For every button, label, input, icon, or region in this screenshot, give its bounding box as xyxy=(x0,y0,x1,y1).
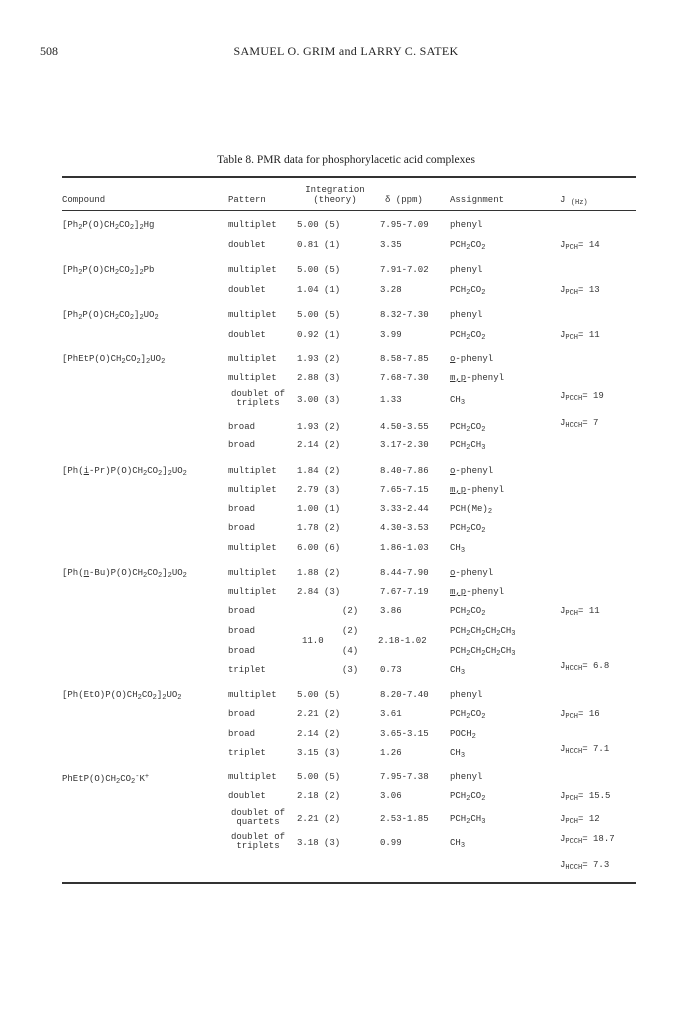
column-header-j: J $_{(Hz)}$ xyxy=(560,195,588,207)
table-header-rule xyxy=(62,210,636,211)
table-row-pattern: multiplet xyxy=(228,690,277,700)
table-row-pattern: doublet xyxy=(228,330,266,340)
table-row-delta: 7.67-7.19 xyxy=(380,587,429,597)
table-row-compound: $[Ph(i-Pr)P(O)CH_2CO_2]_2UO_2$ xyxy=(62,466,187,478)
table-row-integration: 2.79 (3) xyxy=(297,485,341,495)
table-row-assignment: $POCH_2$ xyxy=(450,729,476,741)
table-row-pattern: multiplet xyxy=(228,568,277,578)
column-header-integration: Integration (theory) xyxy=(305,185,365,205)
table-row-integration: 1.04 (1) xyxy=(297,285,341,295)
table-row-delta: 8.32-7.30 xyxy=(380,310,429,320)
table-row-delta: 3.99 xyxy=(380,330,402,340)
table-row-integration: 2.88 (3) xyxy=(297,373,341,383)
table-row-compound: $[Ph(n-Bu)P(O)CH_2CO_2]_2UO_2$ xyxy=(62,568,187,580)
table-row-pattern: doublet of triplets xyxy=(230,389,285,408)
table-row-compound: $[Ph_2P(O)CH_2CO_2]_2UO_2$ xyxy=(62,310,159,322)
table-row-delta: 0.99 xyxy=(380,838,402,848)
table-row-assignment: $PCH_2CO_2$ xyxy=(450,422,486,434)
table-top-rule xyxy=(62,176,636,178)
table-row-delta: 8.40-7.86 xyxy=(380,466,429,476)
table-caption: Table 8. PMR data for phosphorylacetic acid complexes xyxy=(217,154,475,166)
table-row-pattern: doublet xyxy=(228,285,266,295)
table-row-delta: 3.17-2.30 xyxy=(380,440,429,450)
table-row-pattern: broad xyxy=(228,606,256,616)
table-row-pattern: doublet of triplets xyxy=(230,832,285,851)
table-row-integration: 1.78 (2) xyxy=(297,523,341,533)
table-row-delta: 7.95-7.09 xyxy=(380,220,429,230)
table-row-j: $J_{PCCH}= 18.7$ xyxy=(560,834,615,846)
table-row-assignment: phenyl xyxy=(450,265,483,275)
table-row-pattern: broad xyxy=(228,422,256,432)
table-row-assignment: m,p-phenyl xyxy=(450,587,505,597)
table-row-integration: 6.00 (6) xyxy=(297,543,341,553)
table-row-pattern: broad xyxy=(228,440,256,450)
table-row-delta: 3.35 xyxy=(380,240,402,250)
table-row-assignment: $CH_3$ xyxy=(450,665,466,677)
table-row-j: $J_{PCH}= 14$ xyxy=(560,240,600,252)
table-row-assignment: $CH_3$ xyxy=(450,838,466,850)
table-row-integration: 2.18 (2) xyxy=(297,791,341,801)
table-row-pattern: multiplet xyxy=(228,373,277,383)
table-row-integration: 2.14 (2) xyxy=(297,729,341,739)
table-row-integration: 1.84 (2) xyxy=(297,466,341,476)
table-row-assignment: o-phenyl xyxy=(450,568,494,578)
table-bottom-rule xyxy=(62,882,636,884)
table-row-delta: 3.06 xyxy=(380,791,402,801)
table-row-pattern: multiplet xyxy=(228,485,277,495)
table-row-pattern: multiplet xyxy=(228,265,277,275)
table-row-integration: 5.00 (5) xyxy=(297,220,341,230)
table-row-integration: 3.00 (3) xyxy=(297,395,341,405)
table-row-delta: 0.73 xyxy=(380,665,402,675)
table-row-assignment: o-phenyl xyxy=(450,466,494,476)
table-row-assignment: $PCH_2CO_2$ xyxy=(450,791,486,803)
table-row-assignment: phenyl xyxy=(450,310,483,320)
table-row-assignment: $PCH_2CH_3$ xyxy=(450,814,486,826)
table-row-pattern: doublet xyxy=(228,240,266,250)
table-row-integration: 3.15 (3) xyxy=(297,748,341,758)
table-row-delta: 7.65-7.15 xyxy=(380,485,429,495)
column-header-delta: δ (ppm) xyxy=(385,195,423,205)
table-row-pattern: multiplet xyxy=(228,220,277,230)
table-row-integration: 2.84 (3) xyxy=(297,587,341,597)
table-row-pattern: broad xyxy=(228,504,256,514)
table-row-pattern: triplet xyxy=(228,665,266,675)
table-row-integration: (3) xyxy=(342,665,359,675)
table-row-integration: 0.81 (1) xyxy=(297,240,341,250)
merged-integration-total: 11.0 xyxy=(302,636,324,646)
table-row-assignment: $PCH_2CO_2$ xyxy=(450,523,486,535)
table-row-delta: 4.30-3.53 xyxy=(380,523,429,533)
table-row-compound: $PhEtP(O)CH_2CO_2^-K^+$ xyxy=(62,773,150,786)
table-row-delta: 8.58-7.85 xyxy=(380,354,429,364)
table-row-pattern: doublet xyxy=(228,791,266,801)
table-row-assignment: $PCH_2CH_2CH_2CH_3$ xyxy=(450,646,516,658)
table-row-delta: 8.44-7.90 xyxy=(380,568,429,578)
table-row-j: $J_{PCH}= 16$ xyxy=(560,709,600,721)
table-row-assignment: phenyl xyxy=(450,220,483,230)
table-row-j: $J_{PCH}= 11$ xyxy=(560,330,600,342)
table-row-assignment: $PCH_2CO_2$ xyxy=(450,330,486,342)
table-row-integration: 5.00 (5) xyxy=(297,772,341,782)
table-row-assignment: $CH_3$ xyxy=(450,395,466,407)
table-row-assignment: $CH_3$ xyxy=(450,748,466,760)
running-header xyxy=(40,44,652,62)
table-row-j: $J_{HCCH}= 7.3$ xyxy=(560,860,610,872)
table-row-j: $J_{PCH}= 15.5$ xyxy=(560,791,611,803)
table-row-pattern: broad xyxy=(228,646,256,656)
table-row-delta: 3.61 xyxy=(380,709,402,719)
table-row-assignment: $PCH_2CO_2$ xyxy=(450,285,486,297)
table-row-pattern: multiplet xyxy=(228,772,277,782)
table-row-delta: 1.26 xyxy=(380,748,402,758)
table-row-delta: 7.95-7.38 xyxy=(380,772,429,782)
running-head-authors: SAMUEL O. GRIM and LARRY C. SATEK xyxy=(233,44,459,58)
table-row-delta: 1.33 xyxy=(380,395,402,405)
table-row-integration: 5.00 (5) xyxy=(297,690,341,700)
table-row-integration: 1.93 (2) xyxy=(297,422,341,432)
merged-delta-range: 2.18-1.02 xyxy=(378,636,427,646)
table-row-j: $J_{PCCH}= 19$ xyxy=(560,391,604,403)
table-row-j: $J_{PCH}= 11$ xyxy=(560,606,600,618)
column-header-pattern: Pattern xyxy=(228,195,266,205)
table-row-integration: 1.00 (1) xyxy=(297,504,341,514)
table-row-assignment: phenyl xyxy=(450,690,483,700)
table-row-assignment: $PCH(Me)_2$ xyxy=(450,504,493,516)
table-row-integration: 2.14 (2) xyxy=(297,440,341,450)
table-row-pattern: multiplet xyxy=(228,543,277,553)
table-row-integration: (4) xyxy=(342,646,359,656)
table-row-pattern: multiplet xyxy=(228,354,277,364)
table-row-j: $J_{HCCH}= 6.8$ xyxy=(560,661,610,673)
table-row-assignment: $CH_3$ xyxy=(450,543,466,555)
table-row-j: $J_{PCH}= 13$ xyxy=(560,285,600,297)
table-row-pattern: broad xyxy=(228,709,256,719)
table-row-assignment: $PCH_2CH_3$ xyxy=(450,440,486,452)
column-header-assignment: Assignment xyxy=(450,195,505,205)
table-row-assignment: $PCH_2CO_2$ xyxy=(450,606,486,618)
table-row-assignment: phenyl xyxy=(450,772,483,782)
table-row-pattern: multiplet xyxy=(228,466,277,476)
page-number: 508 xyxy=(40,44,58,58)
table-row-pattern: broad xyxy=(228,729,256,739)
table-row-delta: 1.86-1.03 xyxy=(380,543,429,553)
table-row-pattern: broad xyxy=(228,626,256,636)
table-row-pattern: broad xyxy=(228,523,256,533)
table-row-assignment: $PCH_2CH_2CH_2CH_3$ xyxy=(450,626,516,638)
table-row-assignment: $PCH_2CO_2$ xyxy=(450,709,486,721)
table-row-j: $J_{HCCH}= 7.1$ xyxy=(560,744,610,756)
table-row-integration: 1.93 (2) xyxy=(297,354,341,364)
table-row-integration: 1.88 (2) xyxy=(297,568,341,578)
table-row-delta: 8.20-7.40 xyxy=(380,690,429,700)
table-row-delta: 4.50-3.55 xyxy=(380,422,429,432)
column-header-compound: Compound xyxy=(62,195,106,205)
table-row-integration: 5.00 (5) xyxy=(297,310,341,320)
table-row-integration: 3.18 (3) xyxy=(297,838,341,848)
table-row-pattern: triplet xyxy=(228,748,266,758)
table-row-integration: (2) xyxy=(342,606,359,616)
table-row-delta: 3.86 xyxy=(380,606,402,616)
table-row-pattern: multiplet xyxy=(228,587,277,597)
table-row-compound: $[Ph_2P(O)CH_2CO_2]_2Pb$ xyxy=(62,265,155,277)
table-row-integration: (2) xyxy=(342,626,359,636)
table-row-compound: $[Ph(EtO)P(O)CH_2CO_2]_2UO_2$ xyxy=(62,690,182,702)
table-row-delta: 3.33-2.44 xyxy=(380,504,429,514)
table-row-delta: 7.68-7.30 xyxy=(380,373,429,383)
table-row-delta: 2.53-1.85 xyxy=(380,814,429,824)
table-row-delta: 3.28 xyxy=(380,285,402,295)
table-row-compound: $[PhEtP(O)CH_2CO_2]_2UO_2$ xyxy=(62,354,166,366)
table-row-integration: 5.00 (5) xyxy=(297,265,341,275)
table-row-delta: 3.65-3.15 xyxy=(380,729,429,739)
table-row-assignment: o-phenyl xyxy=(450,354,494,364)
table-row-assignment: m,p-phenyl xyxy=(450,373,505,383)
table-row-pattern: multiplet xyxy=(228,310,277,320)
table-row-pattern: doublet of quartets xyxy=(230,808,285,827)
table-row-assignment: m,p-phenyl xyxy=(450,485,505,495)
table-row-j: $J_{PCH}= 12$ xyxy=(560,814,600,826)
table-row-delta: 7.91-7.02 xyxy=(380,265,429,275)
table-row-assignment: $PCH_2CO_2$ xyxy=(450,240,486,252)
table-row-integration: 2.21 (2) xyxy=(297,709,341,719)
table-row-integration: 2.21 (2) xyxy=(297,814,341,824)
table-row-j: $J_{HCCH}= 7$ xyxy=(560,418,599,430)
table-row-integration: 0.92 (1) xyxy=(297,330,341,340)
table-row-compound: $[Ph_2P(O)CH_2CO_2]_2Hg$ xyxy=(62,220,155,232)
